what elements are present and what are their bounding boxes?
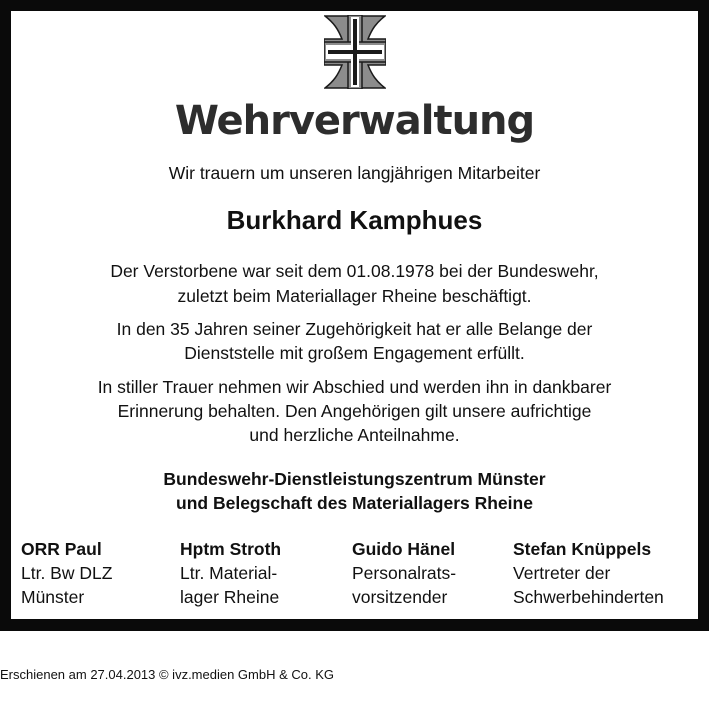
signatory (21, 537, 112, 609)
paragraph-line: Der Verstorbene war seit dem 01.08.1978 bei der Bundeswehr, (110, 261, 599, 281)
signatory (180, 537, 281, 609)
signatory-title: Münster (21, 587, 85, 607)
signatory-title: vorsitzender (352, 587, 448, 607)
signatory (513, 537, 664, 609)
intro-text: Wir trauern um unseren langjährigen Mitarbeiter (168, 163, 541, 183)
organization-name: Wehrverwaltung (174, 98, 535, 144)
paragraph-line: In den 35 Jahren seiner Zugehörigkeit hat er alle Belange der (116, 319, 593, 339)
signatory-title: Vertreter der (513, 563, 611, 583)
sender-line: Bundeswehr-Dienstleistungszentrum Münster (163, 469, 546, 489)
signatory-title: Schwerbehinderten (513, 587, 664, 607)
publication-footer: Erschienen am 27.04.2013 © ivz.medien GmbH & Co. KG (0, 667, 335, 682)
signatory-title: Personalrats- (352, 563, 457, 583)
signatory (352, 537, 456, 609)
deceased-name: Burkhard Kamphues (226, 205, 483, 235)
sender-line: und Belegschaft des Materiallagers Rheine (176, 493, 533, 513)
paragraph-line: zuletzt beim Materiallager Rheine beschäftigt. (177, 286, 532, 306)
signatory-name: Stefan Knüppels (513, 539, 652, 559)
paragraph-line: und herzliche Anteilnahme. (249, 425, 460, 445)
iron-cross-icon (324, 15, 386, 89)
signatory-name: Guido Hänel (352, 539, 456, 559)
signatory-title: lager Rheine (180, 587, 280, 607)
signatory-name: Hptm Stroth (180, 539, 282, 559)
paragraph-line: In stiller Trauer nehmen wir Abschied und werden ihn in dankbarer (97, 377, 612, 397)
paragraph-line: Dienststelle mit großem Engagement erfüllt. (184, 343, 525, 363)
signatory-name: ORR Paul (21, 539, 102, 559)
signatory-title: Ltr. Bw DLZ (21, 563, 113, 583)
signatory-title: Ltr. Material- (180, 563, 278, 583)
paragraph-line: Erinnerung behalten. Den Angehörigen gilt unsere aufrichtige (117, 401, 592, 421)
obituary-content (11, 11, 698, 619)
